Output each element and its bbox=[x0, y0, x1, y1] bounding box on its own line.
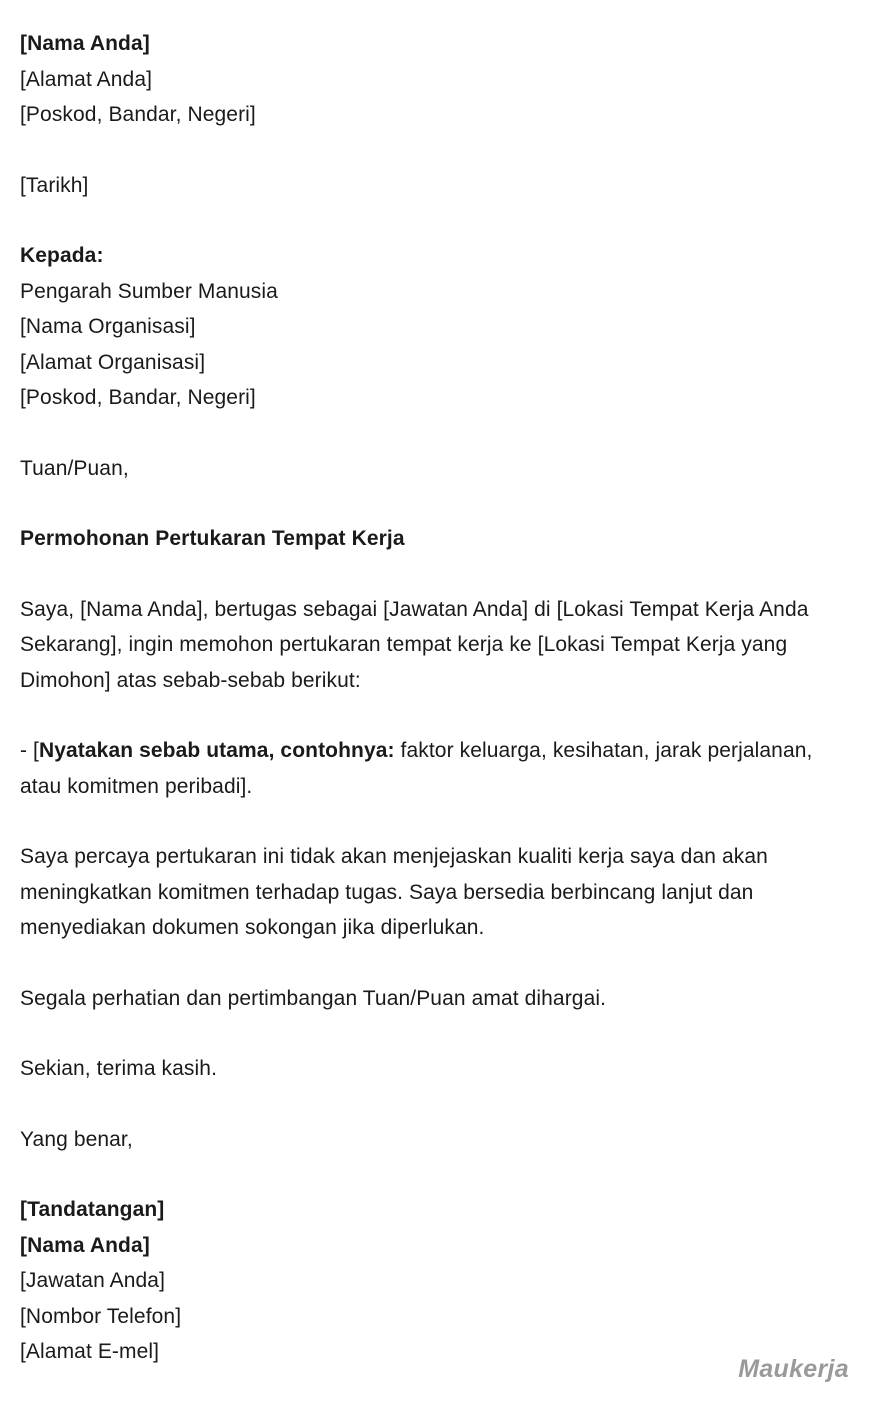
recipient-city-line: [Poskod, Bandar, Negeri] bbox=[20, 386, 256, 409]
spacer-after-salutation bbox=[20, 486, 847, 521]
body-paragraph-4: Sekian, terima kasih. bbox=[20, 1057, 218, 1080]
subject-line: Permohonan Pertukaran Tempat Kerja bbox=[20, 527, 405, 550]
spacer-after-recipient bbox=[20, 416, 847, 451]
salutation: Tuan/Puan, bbox=[20, 456, 129, 480]
body-paragraph-3: Segala perhatian dan pertimbangan Tuan/Puan amat dihargai. bbox=[20, 986, 607, 1010]
sender-address: [Alamat Anda] bbox=[20, 67, 153, 91]
letter-date: [Tarikh] bbox=[20, 173, 89, 197]
bullet-prefix: - [ bbox=[20, 739, 39, 762]
body-paragraph-2: Saya percaya pertukaran ini tidak akan menjejaskan kualiti kerja saya dan akan meningkatkan komitmen terhadap tugas. Saya bersedia berbincang lanjut dan menyediakan dokumen sokongan jika diperlukan. bbox=[20, 845, 768, 939]
recipient-title: Pengarah Sumber Manusia bbox=[20, 279, 278, 303]
signature-position: [Jawatan Anda] bbox=[20, 1269, 166, 1292]
body-bullet-reason bbox=[20, 733, 847, 804]
watermark-maukerja: Maukerja bbox=[738, 1355, 849, 1383]
body-paragraph-1: Saya, [Nama Anda], bertugas sebagai [Jawatan Anda] di [Lokasi Tempat Kerja Anda Sekarang], ingin memohon pertukaran tempat kerja ke [Lokasi Tempat Kerja yang Dimohon] atas sebab-sebab berikut: bbox=[20, 597, 809, 692]
spacer-after-date bbox=[20, 203, 847, 238]
recipient-label: Kepada: bbox=[20, 244, 104, 267]
closing: Yang benar, bbox=[20, 1127, 133, 1151]
recipient-organisation: [Nama Organisasi] bbox=[20, 315, 196, 338]
signature-email: [Alamat E-mel] bbox=[20, 1340, 160, 1363]
spacer-after-paragraph-1 bbox=[20, 698, 847, 733]
spacer-after-paragraph-3 bbox=[20, 1016, 847, 1051]
spacer-after-paragraph-4 bbox=[20, 1087, 847, 1122]
sender-name: [Nama Anda] bbox=[20, 32, 150, 55]
signature-line: [Tandatangan] bbox=[20, 1198, 165, 1221]
signature-phone: [Nombor Telefon] bbox=[20, 1304, 182, 1328]
spacer-after-sender bbox=[20, 133, 847, 168]
spacer-after-subject bbox=[20, 557, 847, 592]
spacer-after-bullet bbox=[20, 804, 847, 839]
spacer-after-paragraph-2 bbox=[20, 946, 847, 981]
recipient-address: [Alamat Organisasi] bbox=[20, 350, 206, 374]
bullet-rest-text: faktor keluarga, kesihatan, jarak perjalanan, atau komitmen peribadi]. bbox=[20, 739, 813, 798]
sender-city-line: [Poskod, Bandar, Negeri] bbox=[20, 103, 256, 126]
signature-name: [Nama Anda] bbox=[20, 1233, 150, 1257]
spacer-after-closing bbox=[20, 1157, 847, 1192]
bullet-bold-text: Nyatakan sebab utama, contohnya: bbox=[38, 739, 395, 762]
